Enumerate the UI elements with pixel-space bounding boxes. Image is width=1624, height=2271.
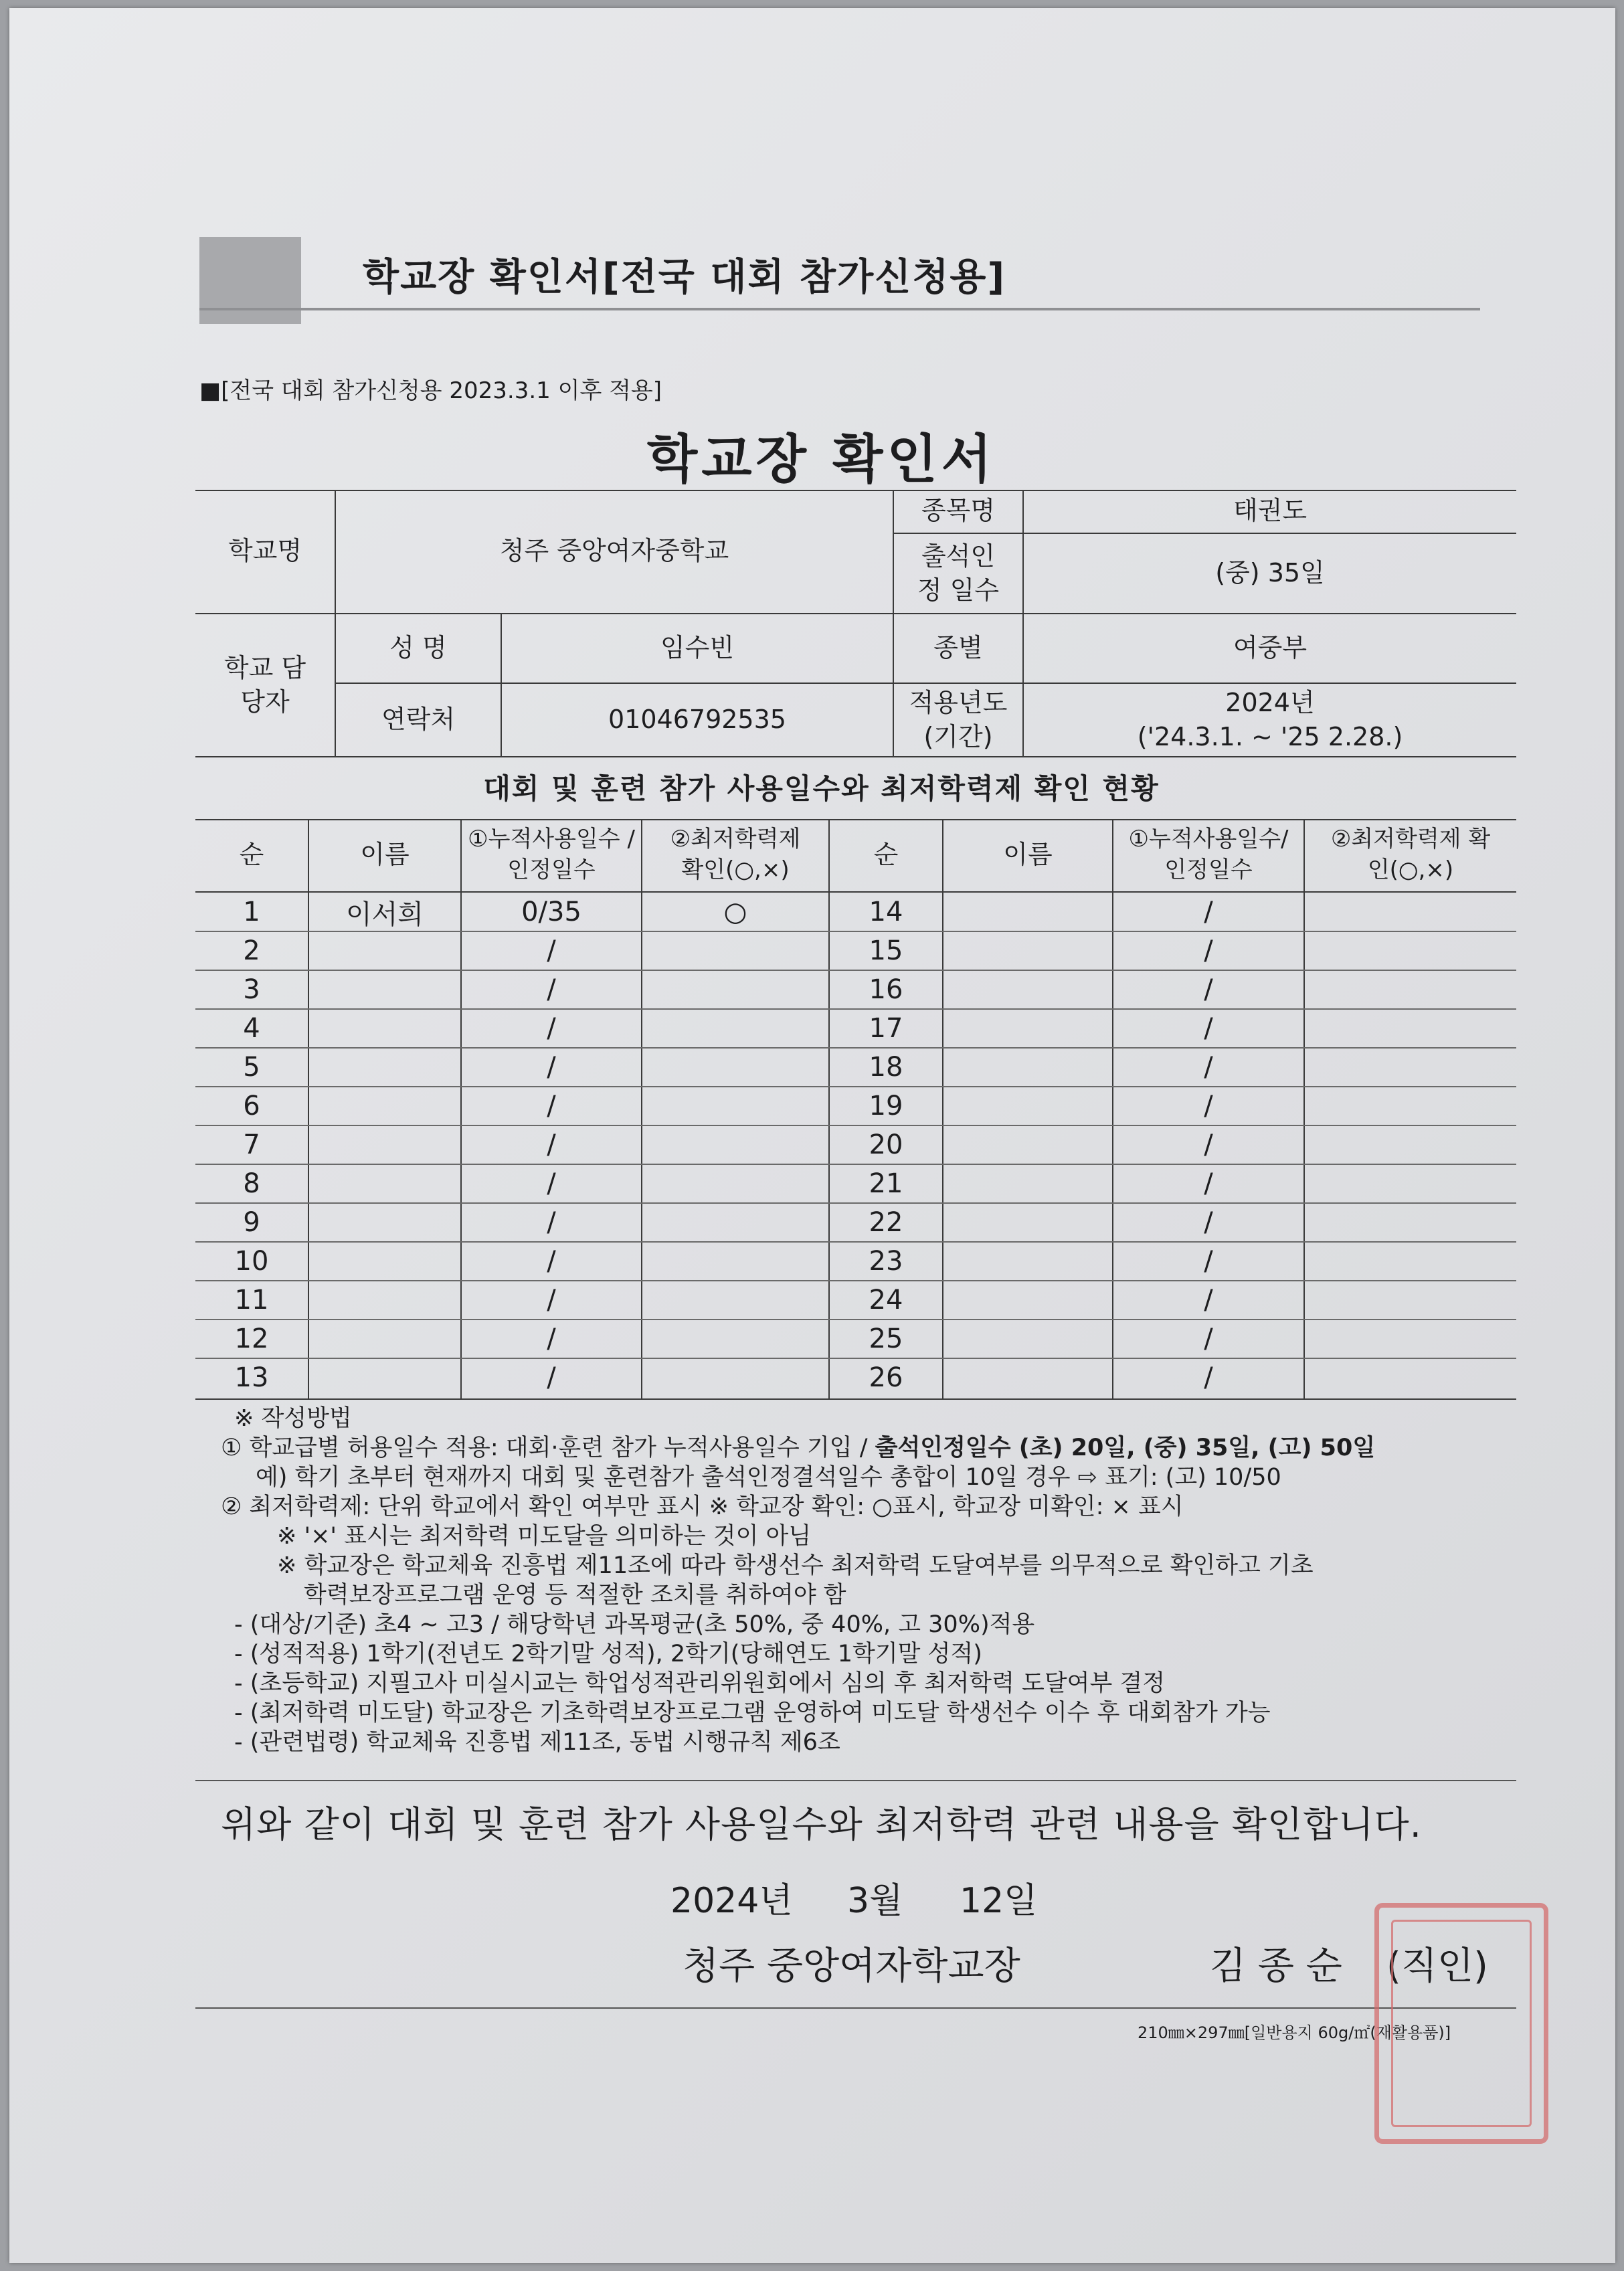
col-header-days-right: ①누적사용일수/ 인정일수 (1128, 826, 1289, 883)
date-day: 12일 (960, 1881, 1038, 1921)
row-days-right: / (1204, 1362, 1213, 1393)
detail-3: - (초등학교) 지필고사 미실시교는 학업성적관리위원회에서 심의 후 최저학력 도달여부 결정 (234, 1670, 1166, 1697)
event-label: 종목명 (921, 496, 996, 526)
row-name-right (943, 970, 1112, 1009)
applied-year-value: 2024년 (1225, 687, 1315, 717)
row-name-left (309, 1087, 460, 1125)
row-check-left (642, 1281, 828, 1320)
instruction-1-bold: 출석인정일수 (초) 20일, (중) 35일, (고) 50일 (875, 1435, 1376, 1461)
row-days-left: / (547, 1362, 556, 1393)
row-name-left: 이서희 (346, 899, 424, 930)
table-row (195, 1281, 1516, 1320)
document-paper (9, 8, 1615, 2263)
row-days-left: / (547, 1168, 556, 1199)
row-name-right (943, 1125, 1112, 1164)
row-name-right (943, 1048, 1112, 1087)
row-days-left: / (547, 1129, 556, 1160)
row-name-left (309, 1125, 460, 1164)
row-days-right: / (1204, 1285, 1213, 1315)
header-accent-bar (199, 237, 301, 324)
row-days-left: / (547, 1207, 556, 1238)
row-no-right: 25 (869, 1324, 903, 1354)
row-days-right: / (1204, 1091, 1213, 1121)
row-name-right (943, 1358, 1112, 1397)
row-days-left: / (547, 1052, 556, 1083)
row-no-left: 13 (234, 1362, 269, 1393)
table-row (195, 1009, 1516, 1048)
row-name-right (943, 1203, 1112, 1242)
row-check-right (1305, 1087, 1516, 1125)
row-check-right (1305, 970, 1516, 1009)
instructions-heading: ※ 작성방법 (234, 1405, 352, 1432)
row-no-right: 17 (869, 1013, 903, 1044)
instruction-1-text: ① 학교급별 허용일수 적용: 대회·훈련 참가 누적사용일수 기입 / (221, 1435, 875, 1461)
event-value: 태권도 (1233, 496, 1307, 526)
row-days-left: / (547, 1091, 556, 1121)
row-no-right: 18 (869, 1052, 903, 1083)
row-no-right: 21 (869, 1168, 903, 1199)
row-check-left (642, 1009, 828, 1048)
date-month: 3월 (847, 1881, 903, 1921)
row-check-right (1305, 1048, 1516, 1087)
row-days-left: / (547, 935, 556, 966)
col-header-check-left: ②최저학력제 확인(○,×) (670, 826, 801, 883)
attendance-days-value: (중) 35일 (1215, 558, 1325, 588)
row-check-left (642, 1125, 828, 1164)
row-check-right (1305, 1203, 1516, 1242)
row-days-right: / (1204, 935, 1213, 966)
table-row (195, 1164, 1516, 1203)
row-days-left: 0/35 (521, 897, 581, 927)
table-row (195, 1320, 1516, 1358)
row-no-right: 14 (869, 897, 903, 927)
row-days-right: / (1204, 1324, 1213, 1354)
table-row (195, 1242, 1516, 1281)
row-check-right (1305, 1281, 1516, 1320)
applicability-note: ■[전국 대회 참가신청용 2023.3.1 이후 적용] (199, 377, 662, 404)
contact-label: 연락처 (381, 705, 456, 735)
row-days-left: / (547, 1285, 556, 1315)
header-title: 학교장 확인서[전국 대회 참가신청용] (363, 256, 1006, 299)
row-days-left: / (547, 1324, 556, 1354)
row-check-left (642, 1048, 828, 1087)
row-no-left: 11 (234, 1285, 269, 1315)
row-no-right: 16 (869, 974, 903, 1005)
row-name-right (943, 1164, 1112, 1203)
detail-1: - (대상/기준) 초4 ~ 고3 / 해당학년 과목평균(초 50%, 중 40%, 고 30%)적용 (234, 1611, 1035, 1638)
school-manager-label: 학교 담당자 (223, 652, 306, 717)
row-check-right (1305, 1242, 1516, 1281)
row-check-right (1305, 1125, 1516, 1164)
header-underline (199, 308, 1480, 310)
row-check-right (1305, 1164, 1516, 1203)
table-row (195, 1358, 1516, 1397)
official-seal-stamp (1374, 1903, 1548, 2144)
row-name-left (309, 1358, 460, 1397)
row-check-left (642, 1242, 828, 1281)
col-header-days-left: ①누적사용일수 /인정일수 (468, 826, 635, 883)
row-days-right: / (1204, 1168, 1213, 1199)
principal-school: 청주 중앙여자학교장 (683, 1944, 1020, 1988)
row-no-left: 12 (234, 1324, 269, 1354)
row-no-right: 22 (869, 1207, 903, 1238)
row-check-left (642, 1203, 828, 1242)
instruction-1 (221, 1433, 1532, 1463)
row-no-right: 15 (869, 935, 903, 966)
row-check-right (1305, 1320, 1516, 1358)
instruction-2: ② 최저학력제: 단위 학교에서 확인 여부만 표시 ※ 학교장 확인: ○표시, 학교장 미확인: × 표시 (221, 1493, 1184, 1520)
row-name-left (309, 1281, 460, 1320)
row-days-left: / (547, 1246, 556, 1277)
row-name-right (943, 1281, 1112, 1320)
contact-value: 01046792535 (608, 705, 786, 735)
row-days-right: / (1204, 1207, 1213, 1238)
row-no-left: 8 (243, 1168, 260, 1199)
row-no-right: 20 (869, 1129, 903, 1160)
row-check-left (642, 931, 828, 970)
applied-year-period: ('24.3.1. ~ '25 2.28.) (1137, 722, 1403, 751)
row-name-right (943, 1009, 1112, 1048)
manager-name-value: 임수빈 (660, 633, 735, 663)
row-no-left: 2 (243, 935, 260, 966)
row-name-left (309, 970, 460, 1009)
col-header-name-right: 이름 (1003, 840, 1053, 870)
row-check-left (642, 1164, 828, 1203)
date-year: 2024년 (670, 1881, 793, 1921)
col-header-name-left: 이름 (360, 840, 410, 870)
row-name-right (943, 931, 1112, 970)
row-name-left (309, 1203, 460, 1242)
applied-year-cell (1024, 684, 1516, 756)
row-no-right: 26 (869, 1362, 903, 1393)
school-name-label: 학교명 (228, 536, 302, 566)
row-days-right: / (1204, 1129, 1213, 1160)
detail-5: - (관련법령) 학교체육 진흥법 제11조, 동법 시행규칙 제6조 (234, 1729, 840, 1756)
instructions (221, 1404, 1532, 1757)
row-days-left: / (547, 974, 556, 1005)
attendance-days-label: 출석인정 일수 (917, 541, 1000, 605)
col-header-no-left: 순 (239, 840, 264, 870)
row-name-left (309, 1164, 460, 1203)
row-days-right: / (1204, 897, 1213, 927)
row-no-right: 23 (869, 1246, 903, 1277)
row-check-right (1305, 893, 1516, 931)
row-no-right: 24 (869, 1285, 903, 1315)
row-check-right (1305, 1009, 1516, 1048)
confirmation-statement: 위와 같이 대회 및 훈련 참가 사용일수와 최저학력 관련 내용을 확인합니다. (221, 1803, 1422, 1845)
manager-name-label: 성 명 (389, 633, 447, 663)
row-name-right (943, 1320, 1112, 1358)
table-row (195, 1125, 1516, 1164)
row-check-right (1305, 931, 1516, 970)
row-no-left: 4 (243, 1013, 260, 1044)
row-check-left (642, 1087, 828, 1125)
row-name-right (943, 1242, 1112, 1281)
row-no-left: 1 (243, 897, 260, 927)
row-name-left (309, 1320, 460, 1358)
status-section-title: 대회 및 훈련 참가 사용일수와 최저학력제 확인 현황 (483, 772, 1160, 805)
row-no-left: 3 (243, 974, 260, 1005)
instruction-2-note-a: ※ '×' 표시는 최저학력 미도달을 의미하는 것이 아님 (277, 1523, 812, 1550)
row-no-left: 6 (243, 1091, 260, 1121)
table-row (195, 893, 1516, 931)
table-row (195, 970, 1516, 1009)
category-value: 여중부 (1233, 633, 1307, 663)
col-header-no-right: 순 (873, 840, 899, 870)
row-check-left (642, 1320, 828, 1358)
instruction-2-note-b2: 학력보장프로그램 운영 등 적절한 조치를 취하여야 함 (304, 1582, 846, 1609)
row-no-left: 9 (243, 1207, 260, 1238)
row-days-right: / (1204, 974, 1213, 1005)
detail-4: - (최저학력 미도달) 학교장은 기초학력보장프로그램 운영하여 미도달 학생선수 이수 후 대회참가 가능 (234, 1700, 1271, 1726)
row-name-left (309, 931, 460, 970)
row-no-left: 7 (243, 1129, 260, 1160)
principal-name: 김 종 순 (1210, 1944, 1342, 1988)
detail-2: - (성적적용) 1학기(전년도 2학기말 성적), 2학기(당해연도 1학기말 성적) (234, 1641, 982, 1667)
row-name-right (943, 1087, 1112, 1125)
row-no-left: 5 (243, 1052, 260, 1083)
category-label: 종별 (933, 633, 983, 663)
row-check-right (1305, 1358, 1516, 1397)
row-check-left (642, 970, 828, 1009)
row-days-left: / (547, 1013, 556, 1044)
row-no-left: 10 (234, 1246, 269, 1277)
row-name-left (309, 1242, 460, 1281)
seal-label: (직인) (1386, 1944, 1488, 1988)
row-name-right (943, 893, 1112, 931)
row-name-left (309, 1009, 460, 1048)
row-no-right: 19 (869, 1091, 903, 1121)
instruction-1-example: 예) 학기 초부터 현재까지 대회 및 훈련참가 출석인정결석일수 총합이 10일 경우 ⇨ 표기: (고) 10/50 (256, 1464, 1281, 1491)
applied-year-label: 적용년도 (기간) (909, 687, 1008, 751)
table-row (195, 1203, 1516, 1242)
row-days-right: / (1204, 1052, 1213, 1083)
row-check-left: ○ (723, 897, 747, 927)
row-days-right: / (1204, 1013, 1213, 1044)
row-check-left (642, 1358, 828, 1397)
row-days-right: / (1204, 1246, 1213, 1277)
table-row (195, 931, 1516, 970)
col-header-check-right: ②최저학력제 확인(○,×) (1330, 826, 1491, 883)
main-title: 학교장 확인서 (646, 430, 996, 490)
row-name-left (309, 1048, 460, 1087)
instruction-2-note-b1: ※ 학교장은 학교체육 진흥법 제11조에 따라 학생선수 최저학력 도달여부를 의무적으로 확인하고 기초 (277, 1552, 1314, 1579)
table-row (195, 1048, 1516, 1087)
paper-spec-footer: 210㎜×297㎜[일반용지 60g/㎡(재활용품)] (1138, 2023, 1451, 2042)
table-row (195, 1087, 1516, 1125)
school-name-value: 청주 중앙여자중학교 (499, 536, 729, 566)
